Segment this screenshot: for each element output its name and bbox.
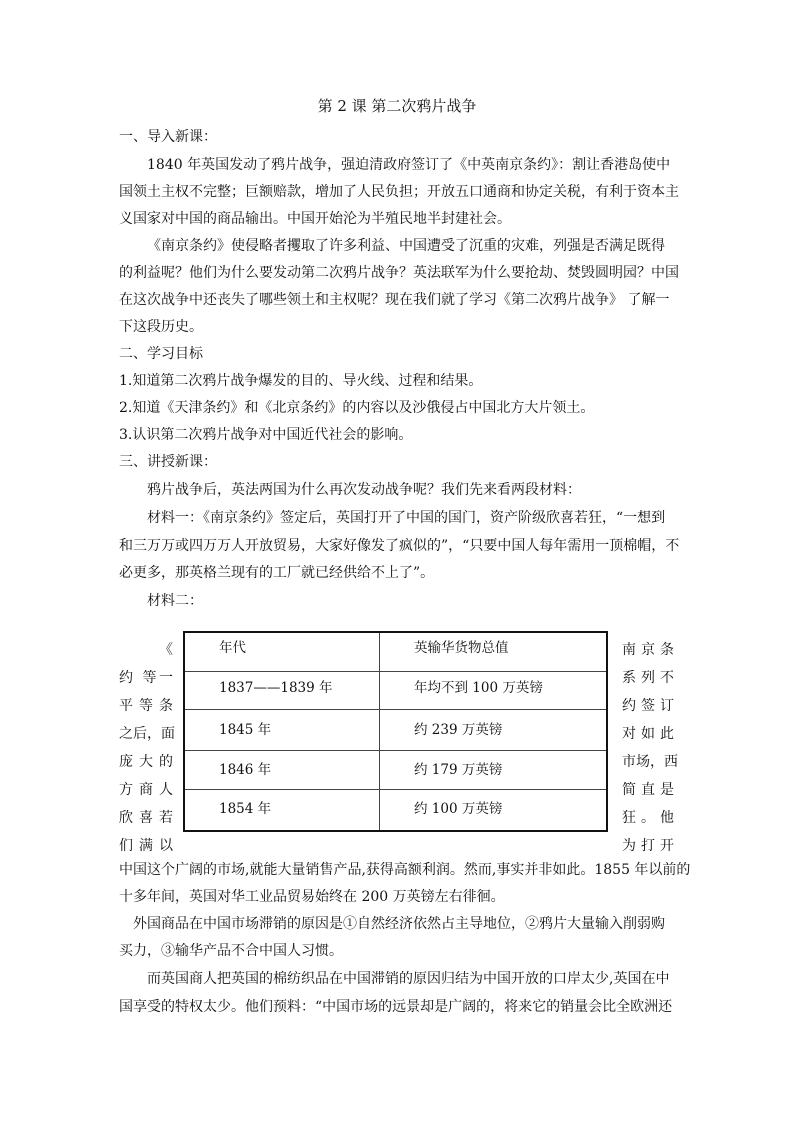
wrap-left-line: 欣 喜 若	[119, 810, 173, 826]
intro-p1-line: 1840 年英国发动了鸦片战争，强迫清政府签订了《中英南京条约》：割让香港岛使中	[147, 157, 671, 173]
closing-line: 而英国商人把英国的棉纺织品在中国滞销的原因归结为中国开放的口岸太少,英国在中	[147, 971, 670, 987]
after-table-line: 十多年间，英国对华工业品贸易始终在 200 万英镑左右徘徊。	[119, 889, 505, 905]
after-table-line: 中国这个广阔的市场,就能大量销售产品,获得高额利润。然而,事实并非如此。1855 年以前的	[119, 862, 691, 878]
wrap-right-line: 为 打 开	[622, 838, 674, 854]
page-title: 第 2 课 第二次鸦片战争	[317, 97, 477, 115]
intro-p1-line: 义国家对中国的商品输出。中国开始沦为半殖民地半封建社会。	[119, 211, 511, 227]
lecture-heading: 三、讲授新课：	[119, 454, 217, 470]
wrap-right-line: 系 列 不	[622, 670, 674, 686]
table-cell-value: 约 239 万英镑	[414, 722, 503, 738]
table-cell-year: 1837——1839 年	[219, 680, 333, 696]
wrap-right-line: 简 直 是	[622, 782, 674, 798]
table-row-divider	[185, 709, 606, 710]
table-cell-year: 1845 年	[219, 722, 272, 738]
lecture-intro: 鸦片战争后，英法两国为什么再次发动战争呢？我们先来看两段材料：	[147, 482, 581, 498]
wrap-left-line: 《	[159, 642, 173, 658]
wrap-left-line: 平 等 条	[119, 698, 173, 714]
table-header-year: 年代	[219, 640, 246, 656]
wrap-left-line: 庞 大 的	[119, 754, 173, 770]
table-row-divider	[185, 671, 606, 672]
goal-item: 3.认识第二次鸦片战争对中国近代社会的影响。	[119, 427, 413, 443]
goal-item: 2.知道《天津条约》和《北京条约》的内容以及沙俄侵占中国北方大片领土。	[119, 400, 595, 416]
intro-p2-line: 在这次战争中还丧失了哪些领土和主权呢？现在我们就了学习《第二次鸦片战争》 了解一	[119, 292, 670, 308]
intro-heading: 一、导入新课：	[119, 129, 217, 145]
wrap-right-line: 对 如 此	[622, 726, 674, 742]
intro-p2-line: 下这段历史。	[119, 319, 203, 335]
wrap-right-line: 市场，西	[622, 754, 678, 770]
wrap-left-line: 之后，面	[119, 726, 175, 742]
intro-p1-line: 国领土主权不完整；巨额赔款，增加了人民负担；开放五口通商和协定关税，有利于资本主	[119, 184, 679, 200]
table-header-value: 英输华货物总值	[414, 640, 509, 656]
closing-line: 国享受的特权太少。他们预料：“中国市场的远景却是广阔的，将来它的销量会比全欧洲还	[119, 999, 673, 1015]
table-cell-value: 约 179 万英镑	[414, 762, 503, 778]
table-row-divider	[185, 750, 606, 751]
intro-p2-line: 的利益呢？他们为什么要发动第二次鸦片战争？英法联军为什么要抢劫、焚毁圆明园？中国	[119, 265, 679, 281]
table-cell-year: 1846 年	[219, 762, 272, 778]
material2-label: 材料二：	[147, 593, 203, 609]
wrap-left-line: 约 等一	[119, 670, 173, 686]
reasons-line: 买力，③输华产品不合中国人习惯。	[119, 943, 343, 959]
intro-p2-line: 《南京条约》使侵略者攫取了许多利益、中国遭受了沉重的灾难，列强是否满足既得	[147, 238, 665, 254]
table-cell-value: 年均不到 100 万英镑	[414, 680, 543, 696]
table-cell-year: 1854 年	[219, 801, 272, 817]
wrap-right-line: 狂 。 他	[622, 810, 674, 826]
table-row-divider	[185, 789, 606, 790]
reasons-line: 外国商品在中国市场滞销的原因是①自然经济依然占主导地位，②鸦片大量输入削弱购	[133, 916, 665, 932]
wrap-left-line: 们 满 以	[119, 838, 173, 854]
goals-heading: 二、学习目标	[119, 346, 203, 362]
table-cell-value: 约 100 万英镑	[414, 801, 503, 817]
wrap-right-line: 约 签 订	[622, 698, 674, 714]
material1-line: 必更多，那英格兰现有的工厂就已经供给不上了”。	[119, 565, 435, 581]
material1-line: 材料一：《南京条约》签定后，英国打开了中国的国门，资产阶级欣喜若狂，“一想到	[147, 510, 666, 526]
table-column-divider	[379, 633, 380, 830]
trade-value-table	[183, 631, 608, 832]
material1-line: 和三万万或四万万人开放贸易，大家好像发了疯似的”，“只要中国人每年需用一顶棉帽，不	[119, 538, 680, 554]
goal-item: 1.知道第二次鸦片战争爆发的目的、导火线、过程和结果。	[119, 373, 483, 389]
wrap-left-line: 方 商 人	[119, 782, 173, 798]
wrap-right-line: 南 京 条	[622, 642, 674, 658]
